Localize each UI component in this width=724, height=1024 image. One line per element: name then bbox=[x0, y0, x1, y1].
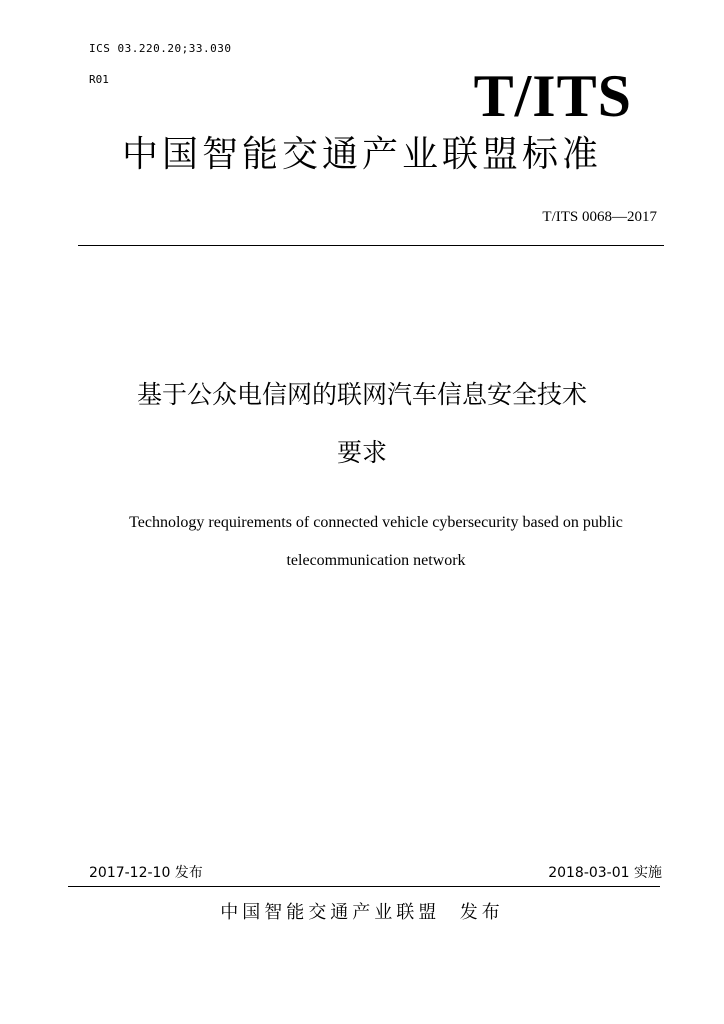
organization-title: 中国智能交通产业联盟标准 bbox=[121, 134, 602, 175]
english-title-line-1: Technology requirements of connected vehicle cybersecurity based on public bbox=[129, 514, 623, 531]
chinese-title-line-2: 要求 bbox=[336, 438, 387, 467]
issue-date: 2017-12-10 发布 bbox=[89, 865, 203, 881]
implementation-date: 2018-03-01 实施 bbox=[548, 865, 662, 881]
english-title-line-2: telecommunication network bbox=[286, 552, 466, 569]
publisher: 中国智能交通产业联盟 发布 bbox=[220, 902, 504, 923]
chinese-title-line-1: 基于公众电信网的联网汽车信息安全技术 bbox=[136, 380, 587, 409]
standard-number: T/ITS 0068—2017 bbox=[542, 209, 657, 225]
footer-divider bbox=[68, 886, 660, 887]
ccs-code: R01 bbox=[89, 73, 109, 86]
standard-logo: T/ITS bbox=[473, 63, 632, 129]
header-divider bbox=[78, 245, 664, 246]
ics-code: ICS 03.220.20;33.030 bbox=[89, 42, 232, 55]
